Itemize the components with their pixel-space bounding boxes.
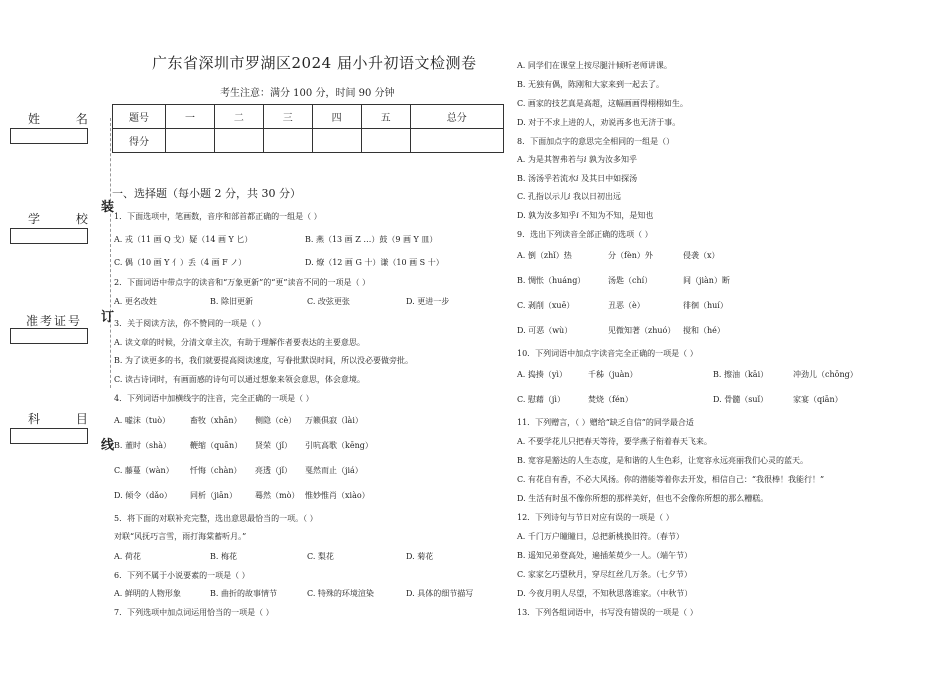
option-line: D. 今夜月明人尽望，不知秋思落谁家。（中秋节） (517, 589, 693, 598)
option-line: A. 嘘沫（tuò） (114, 416, 171, 425)
binding-mark-xian: 线 (101, 438, 115, 453)
question-2: 2．下面词语中带点字的读音和“万象更新”的“更”读音不同的一项是（ ） (114, 278, 370, 287)
subject-field[interactable] (10, 428, 88, 444)
option-line: 同析（jiān） (190, 491, 237, 500)
school-field[interactable] (10, 228, 88, 244)
binding-line (110, 118, 111, 388)
school-label: 学 校 (28, 212, 104, 226)
score-table (112, 104, 504, 153)
binding-mark-ding: 订 (101, 310, 115, 325)
option-line: A. 同学们在课堂上按尽腿汁倾听老师讲课。 (517, 61, 672, 70)
option-line: A. 倒（zhǐ）热 (517, 251, 572, 260)
question-7: 7．下列选项中加点词运用恰当的一项是（ ） (114, 608, 274, 617)
option-line: A. 荷花 (114, 552, 141, 561)
option-line: C. 读古诗词时，有画面感的诗句可以通过想象来领会意思，体会意境。 (114, 375, 365, 384)
header-cell: 一 (166, 105, 215, 129)
option-line: A. 戎（11 画 Q 戈）疑（14 画 Y 匕） (114, 235, 253, 244)
score-cell[interactable] (410, 129, 503, 153)
subject-label: 科 目 (28, 412, 104, 426)
score-table-row (113, 129, 504, 153)
option-line: B. 燕（13 画 Z …）鼓（9 画 Y 皿） (305, 235, 438, 244)
score-cell[interactable] (361, 129, 410, 153)
name-label: 姓 名 (28, 112, 104, 126)
option-line: 惟妙惟肖（xiào） (305, 491, 370, 500)
option-line: D. 孰为汝多知乎𝑖 不知为不知，是知也 (517, 211, 654, 220)
option-line: B. 董时（shà） (114, 441, 171, 450)
option-line: A. 不要学花儿只把春天等待，要学燕子衔着春天飞来。 (517, 437, 712, 446)
option-line: C. 有花自有香，不必大风扬。你的潜能等着你去开发，相信自己：“我很棒！我能行！” (517, 475, 825, 484)
option-line: 汤匙（chí） (608, 276, 653, 285)
option-line: 侧隐（cè） (255, 416, 297, 425)
option-line: D. 对于不求上进的人，劝说再多也无济于事。 (517, 118, 681, 127)
option-line: A. 为是其智弗若与𝑖 孰为汝多知乎 (517, 155, 637, 164)
question-11: 11．下列赠言，（ ）赠给“缺乏自信”的同学最合适 (517, 418, 694, 427)
question-8: 8．下面加点字的意思完全相同的一组是（） (517, 137, 675, 146)
option-line: 千秭（juàn） (588, 370, 638, 379)
score-cell[interactable] (214, 129, 263, 153)
option-line: B. 除旧更新 (210, 297, 253, 306)
option-line: 搅和（hé） (683, 326, 725, 335)
ticket-number-label: 准考证号 (26, 314, 83, 328)
option-line: C. 画家的技艺真是高超，这幅画画得栩栩如生。 (517, 99, 688, 108)
question-13: 13．下列各组词语中，书写没有错误的一项是（ ） (517, 608, 698, 617)
exam-title: 广东省深圳市罗湖区2024 届小升初语文检测卷 (152, 54, 477, 72)
option-line: 引吭高歌（kēng） (305, 441, 373, 450)
header-cell: 题号 (113, 105, 166, 129)
option-line: 忏悔（chàn） (190, 466, 242, 475)
header-cell: 总分 (410, 105, 503, 129)
option-line: 鞭缩（quān） (190, 441, 243, 450)
option-line: B. 为了读更多的书，我们就要提高阅读速度，写眷批默误时间，所以没必要做旁批。 (114, 356, 413, 365)
option-line: 万籁俱寂（lài） (305, 416, 363, 425)
option-line: B. 汤汤乎若流水𝑖 及其日中如探汤 (517, 174, 638, 183)
option-line: D. 骨髓（suǐ） (713, 395, 769, 404)
option-line: 丑恶（è） (608, 301, 645, 310)
option-line: C. 藤蔓（wàn） (114, 466, 174, 475)
header-cell: 五 (361, 105, 410, 129)
option-line: 家宴（qiān） (793, 395, 843, 404)
option-line: C. 慰藉（jì） (517, 395, 565, 404)
option-line: C. 改弦更张 (307, 297, 350, 306)
option-line: A. 更名改姓 (114, 297, 157, 306)
option-line: B. 惆怅（huáng） (517, 276, 586, 285)
header-cell: 二 (214, 105, 263, 129)
option-line: A. 鲜明的人物形象 (114, 589, 181, 598)
option-line: 间（jiàn）断 (683, 276, 730, 285)
option-line: C. 梨花 (307, 552, 334, 561)
question-12: 12．下列诗句与节日对应有误的一项是（ ） (517, 513, 674, 522)
score-cell[interactable] (312, 129, 361, 153)
couplet-line: 对联“风抚巧言雪，雨打海棠蓄听月。” (114, 532, 247, 541)
ticket-number-field[interactable] (10, 328, 88, 344)
option-line: 侵袭（x） (683, 251, 720, 260)
option-line: 亮透（jǐ） (255, 466, 293, 475)
score-table-header (113, 105, 504, 129)
option-line: D. 燎（12 画 G 十）谦（10 画 S 十） (305, 258, 444, 267)
option-line: 焚烧（fén） (588, 395, 633, 404)
question-4: 4．下列词语中加横线字的注音，完全正确的一项是（ ） (114, 394, 314, 403)
option-line: 徘徊（huí） (683, 301, 728, 310)
row-label: 得分 (113, 129, 166, 153)
option-line: B. 无独有偶，陈刚和大家来到一起去了。 (517, 80, 664, 89)
section-heading: 一、选择题（每小题 2 分，共 30 分） (112, 187, 301, 200)
option-line: D. 可恶（wù） (517, 326, 573, 335)
option-line: B. 曲折的故事情节 (210, 589, 277, 598)
option-line: C. 孔指以示儿𝑖 我以日初出远 (517, 192, 622, 201)
option-line: 贤荣（jǐ） (255, 441, 293, 450)
option-line: C. 家家乞巧望秋月，穿尽红丝几万条。（七夕节） (517, 570, 692, 579)
option-line: C. 剥削（xuē） (517, 301, 575, 310)
option-line: 畜牧（xhān） (190, 416, 242, 425)
question-1: 1．下面选项中，笔画数，音序和部首都正确的一组是（ ） (114, 212, 322, 221)
option-line: 冲劲儿（chōng） (793, 370, 858, 379)
question-10: 10．下列词语中加点字读音完全正确的一项是（ ） (517, 349, 698, 358)
option-line: 蓦然（mò） (255, 491, 300, 500)
option-line: A. 读文章的时候，分清文章主次，有助于理解作者要表达的主要意思。 (114, 338, 365, 347)
name-field[interactable] (10, 128, 88, 144)
question-9: 9．选出下列读音全部正确的选项（ ） (517, 230, 653, 239)
score-cell[interactable] (263, 129, 312, 153)
option-line: B. 梅花 (210, 552, 237, 561)
option-line: B. 宽容是豁达的人生态度，是和谐的人生色彩，让宽容永远亮丽我们心灵的蓝天。 (517, 456, 808, 465)
option-line: 分（fèn）外 (608, 251, 653, 260)
option-line: D. 生活有时虽不像你所想的那样美好，但也不会像你所想的那么糟糕。 (517, 494, 769, 503)
binding-mark-zhuang: 装 (101, 200, 115, 215)
option-line: 戛然而止（jiá） (305, 466, 363, 475)
option-line: D. 更进一步 (406, 297, 450, 306)
header-cell: 四 (312, 105, 361, 129)
question-3: 3．关于阅读方法，你不赞同的一项是（ ） (114, 319, 266, 328)
option-line: 见微知著（zhuó） (608, 326, 676, 335)
question-6: 6．下列不属于小说要素的一项是（ ） (114, 571, 250, 580)
option-line: A. 千门万户瞳瞳日，总把新桃换旧符。（春节） (517, 532, 684, 541)
option-line: D. 具体的细节描写 (406, 589, 474, 598)
option-line: B. 擦油（kāi） (713, 370, 769, 379)
option-line: C. 偶（10 画 Y 亻）丢（4 画 F ノ） (114, 258, 247, 267)
score-cell[interactable] (166, 129, 215, 153)
option-line: D. 倾令（dǎo） (114, 491, 172, 500)
option-line: D. 菊花 (406, 552, 434, 561)
option-line: B. 遥知兄弟登高处，遍插茱萸少一人。（端午节） (517, 551, 692, 560)
option-line: A. 捣揍（yì） (517, 370, 567, 379)
header-cell: 三 (263, 105, 312, 129)
question-5: 5．将下面的对联补充完整，选出意思最恰当的一项。（ ） (114, 514, 318, 523)
option-line: C. 特殊的环境渲染 (307, 589, 374, 598)
exam-notice: 考生注意：满分 100 分，时间 90 分钟 (220, 88, 395, 99)
